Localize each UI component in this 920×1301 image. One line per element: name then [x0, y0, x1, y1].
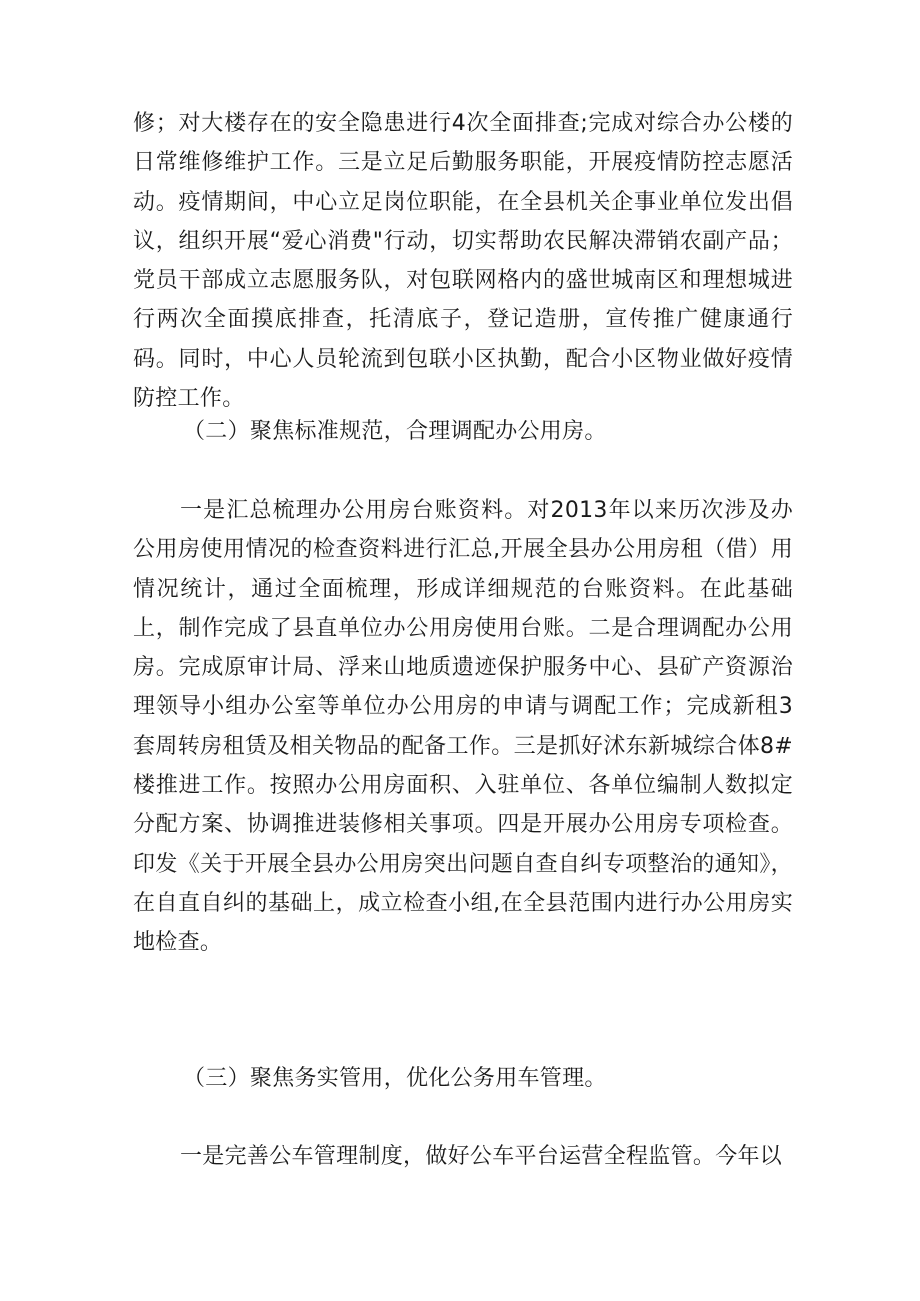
body-paragraph-3: 一是完善公车管理制度，做好公车平台运营全程监管。今年以: [180, 1144, 783, 1169]
section-heading-3: （三）聚焦务实管用，优化公务用车管理。: [183, 1066, 607, 1091]
section-heading-2: （二）聚焦标准规范，合理调配办公用房。: [183, 419, 607, 444]
body-paragraph-1: 修；对大楼存在的安全隐患进行4次全面排查;完成对综合办公楼的日常维修维护工作。三是立足后勤服务职能，开展疫情防控志愿活动。疫情期间，中心立足岗位职能，在全县机关企事业单位发出倡议，组织开展“爱心消费"行动，切实帮助农民解决滞销农副产品；党员干部成立志愿服务队，对包联网格内的盛世城南区和理想城进行两次全面摸底排查，托清底子，登记造册，宣传推广健康通行码。同时，中心人员轮流到包联小区执勤，配合小区物业做好疫情防控工作。: [133, 111, 793, 412]
body-paragraph-2: 一是汇总梳理办公用房台账资料。对2013年以来历次涉及办公用房使用情况的检查资料进行汇总,开展全县办公用房租（借）用情况统计，通过全面梳理，形成详细规范的台账资料。在此基础上，制作完成了县直单位办公用房使用台账。二是合理调配办公用房。完成原审计局、浮来山地质遗迹保护服务中心、县矿产资源治理领导小组办公室等单位办公用房的申请与调配工作；完成新租3套周转房租赁及相关物品的配备工作。三是抓好沭东新城综合体8#楼推进工作。按照办公用房面积、入驻单位、各单位编制人数拟定分配方案、协调推进装修相关事项。四是开展办公用房专项检查。印发《关于开展全县办公用房突出问题自查自纠专项整治的通知》，在自直自纠的基础上，成立检查小组,在全县范围内进行办公用房实地检查。: [133, 498, 793, 956]
